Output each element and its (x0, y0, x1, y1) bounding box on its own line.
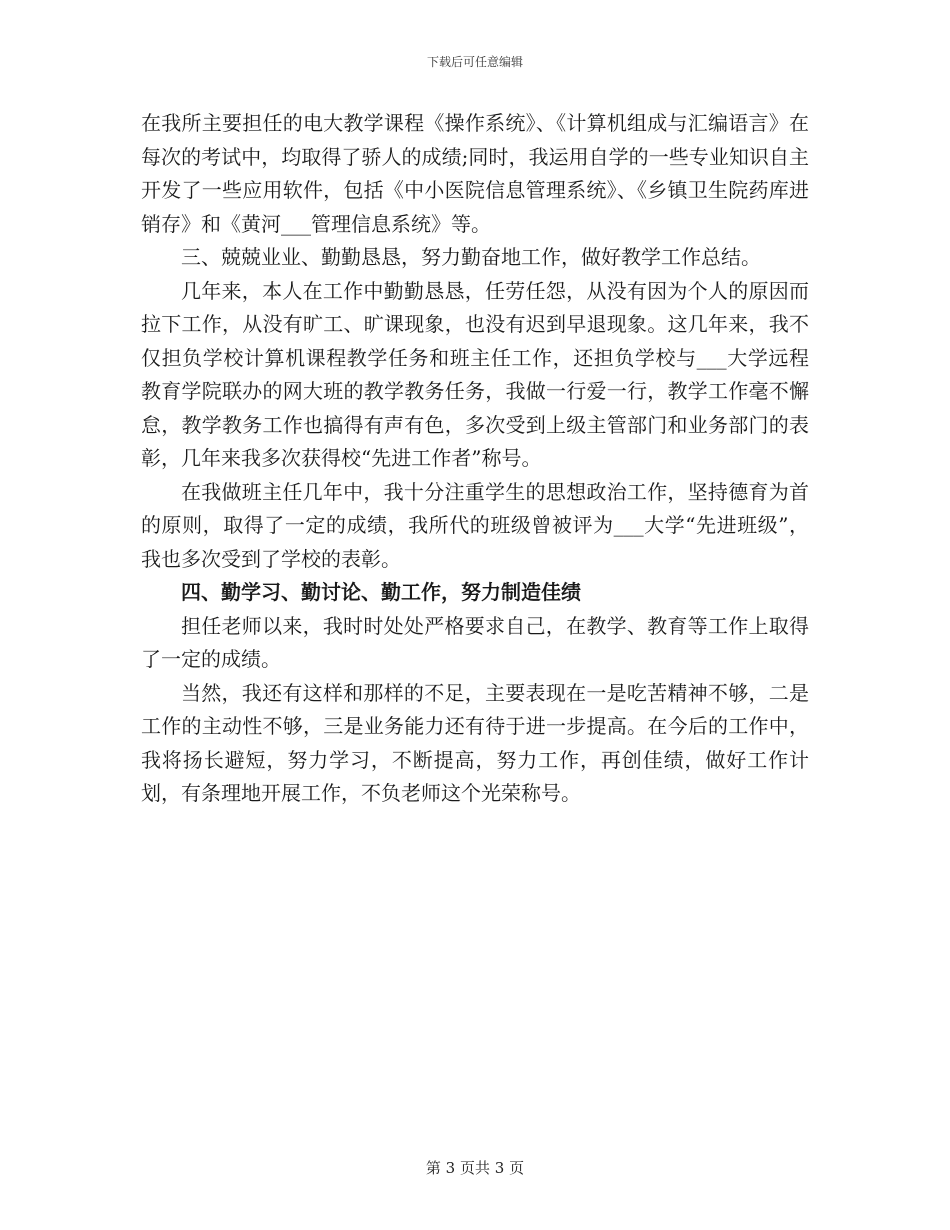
paragraph-class-teacher: 在我做班主任几年中，我十分注重学生的思想政治工作，坚持德育为首的原则，取得了一定的成绩，我所代的班级曾被评为___大学“先进班级”，我也多次受到了学校的表彰。 (141, 479, 809, 571)
paragraph-shortcomings: 当然，我还有这样和那样的不足，主要表现在一是吃苦精神不够，二是工作的主动性不够，三是业务能力还有待于进一步提高。在今后的工作中，我将扬长避短，努力学习，不断提高，努力工作，再创佳绩，做好工作计划，有条理地开展工作，不负老师这个光荣称号。 (141, 680, 809, 805)
page-number-footer: 第 3 页共 3 页 (425, 1159, 525, 1177)
section-heading-four: 四、勤学习、勤讨论、勤工作，努力制造佳绩 (181, 580, 581, 604)
paragraph-courses-and-software: 在我所主要担任的电大教学课程《操作系统》、《计算机组成与汇编语言》在每次的考试中，均取得了骄人的成绩;同时，我运用自学的一些专业知识自主开发了一些应用软件，包括《中小医院信息管理系统》、《乡镇卫生院药库进销存》和《黄河___管理信息系统》等。 (141, 111, 809, 236)
paragraph-diligent-work: 几年来，本人在工作中勤勤恳恳，任劳任怨，从没有因为个人的原因而拉下工作，从没有旷工、旷课现象，也没有迟到早退现象。这几年来，我不仅担负学校计算机课程教学任务和班主任工作，还担负学校与___大学远程教育学院联办的网大班的教学教务任务，我做一行爱一行，教学工作毫不懈怠，教学教务工作也搞得有声有色，多次受到上级主管部门和业务部门的表彰，几年来我多次获得校“先进工作者”称号。 (141, 278, 809, 470)
section-heading-three: 三、兢兢业业、勤勤恳恳，努力勤奋地工作，做好教学工作总结。 (181, 245, 761, 269)
paragraph-achievements: 担任老师以来，我时时处处严格要求自己，在教学、教育等工作上取得了一定的成绩。 (141, 613, 809, 671)
document-body (141, 107, 809, 811)
page-header-note: 下载后可任意编辑 (426, 55, 523, 69)
